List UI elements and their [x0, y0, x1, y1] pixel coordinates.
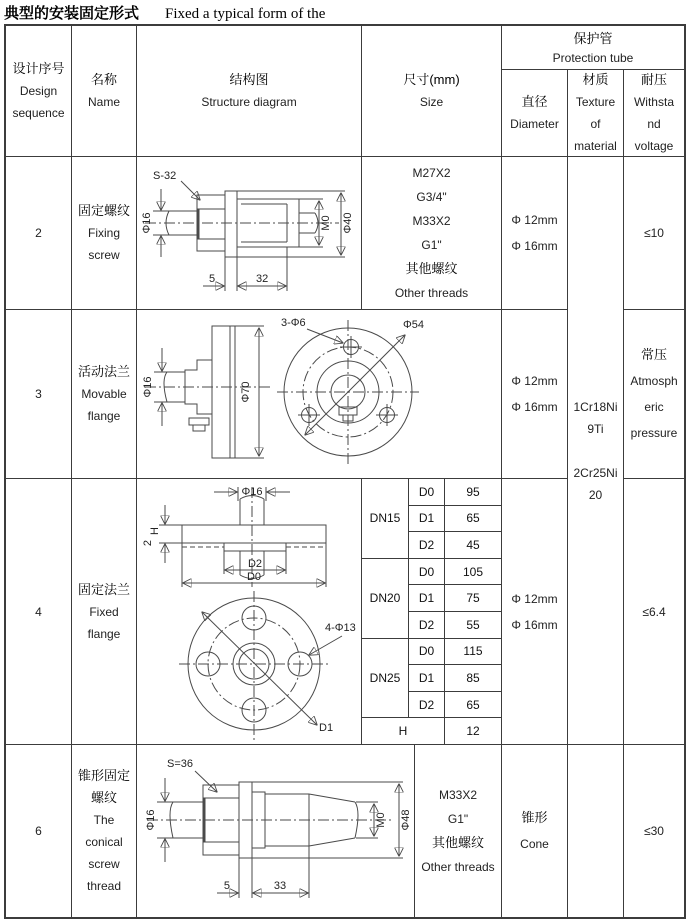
- dim-label-s32: S-32: [153, 170, 177, 182]
- row6-name-en1: The: [93, 813, 115, 827]
- fixed-flange-drawing: [137, 479, 361, 744]
- header-diameter-en: Diameter: [510, 117, 559, 131]
- dn25-d0-val: 115: [445, 639, 501, 665]
- row2-name-en2: screw: [88, 248, 120, 262]
- row6-seq: [6, 745, 71, 917]
- dn15-cell: DN15: [362, 479, 408, 558]
- dn15-d1-key: D1: [409, 506, 444, 532]
- dim-label-phi16: Φ16: [142, 376, 154, 398]
- header-design-sequence: [6, 26, 71, 156]
- dn25-cell: DN25: [362, 639, 408, 718]
- page-title: [4, 2, 325, 23]
- row3-dia-line1: Φ 12mm: [511, 374, 558, 388]
- header-diameter: [502, 70, 567, 156]
- row3-name-en2: flange: [87, 409, 121, 423]
- material-merged-cell: [568, 157, 623, 744]
- row4-name-en1: Fixed: [89, 604, 119, 619]
- row2-name-zh: 固定螺纹: [77, 203, 130, 218]
- row6-size-line3: 其他螺纹: [431, 835, 484, 850]
- dim-label-m0: M0: [375, 812, 387, 828]
- row3-name-en1: Movable: [81, 387, 127, 401]
- header-protection-en: Protection tube: [552, 50, 634, 65]
- dn25-d2-val: 65: [445, 692, 501, 718]
- row6-withstand: [624, 745, 684, 917]
- dim-label-phi16: Φ16: [145, 809, 157, 831]
- header-material-zh: 材质: [582, 72, 609, 87]
- header-design-en1: Design: [19, 84, 58, 98]
- row2-size-line5: 其他螺纹: [405, 261, 458, 276]
- dim-label-d1: D1: [319, 722, 334, 734]
- row2-withstand: [624, 157, 684, 309]
- row2-size-line6: Other threads: [394, 286, 469, 300]
- row6-size-line2: G1": [447, 812, 469, 826]
- dn15-d0-val: 95: [445, 479, 501, 505]
- row3-withstand-en2: eric: [644, 400, 664, 414]
- row3-seq: [6, 310, 71, 478]
- row4-diameter: [502, 479, 567, 744]
- dn20-d1-key: D1: [409, 585, 444, 611]
- row3-withstand-en1: Atmosph: [630, 374, 678, 388]
- row4-seq-value: 4: [35, 604, 42, 619]
- dn15-d2-key: D2: [409, 532, 444, 558]
- row4-size-table: [362, 479, 501, 744]
- row2-name: [72, 157, 136, 309]
- row3-diameter: [502, 310, 567, 478]
- dn20-d0-key: D0: [409, 559, 444, 585]
- main-table: [4, 24, 686, 919]
- dn15-d0-key: D0: [409, 479, 444, 505]
- row6-size: [415, 745, 501, 917]
- row2-size-line3: M33X2: [412, 214, 451, 228]
- dim-label-2: 2: [142, 539, 154, 547]
- row2-seq-value: 2: [35, 226, 42, 240]
- dim-label-phi16: Φ16: [141, 212, 153, 234]
- dn25-d2-key: D2: [409, 692, 444, 718]
- row6-name-zh1: 锥形固定: [77, 768, 130, 783]
- row4-name-zh: 固定法兰: [77, 581, 130, 597]
- dn20-d0-val: 105: [445, 559, 501, 585]
- h-key-cell: H: [362, 718, 444, 744]
- row3-name-zh: 活动法兰: [77, 364, 130, 379]
- header-structure-en: Structure diagram: [201, 95, 297, 109]
- row2-dia-line1: Φ 12mm: [511, 213, 558, 227]
- row2-size: [362, 157, 501, 309]
- row2-size-line1: M27X2: [412, 166, 451, 180]
- row6-name-en2: conical: [85, 835, 123, 849]
- row6-name-en4: thread: [86, 879, 122, 893]
- row6-size-line4: Other threads: [421, 860, 495, 874]
- dim-label-phi70: Φ70: [240, 381, 252, 403]
- row3-seq-value: 3: [35, 387, 42, 401]
- row6-size-line1: M33X2: [438, 788, 478, 802]
- dim-label-33: 33: [273, 880, 287, 892]
- dn20-d1-val: 75: [445, 585, 501, 611]
- row6-name-en3: screw: [88, 857, 120, 871]
- header-size-en: Size: [419, 95, 444, 109]
- row2-size-line4: G1": [421, 238, 442, 252]
- header-size: [362, 26, 501, 156]
- row3-withstand-zh: 常压: [640, 347, 667, 362]
- header-diameter-zh: 直径: [521, 94, 548, 109]
- dim-label-3phi6: 3-Φ6: [281, 317, 306, 329]
- dim-label-d2: D2: [247, 558, 263, 570]
- row2-seq: [6, 157, 71, 309]
- dim-label-phi54: Φ54: [403, 319, 425, 331]
- header-withstand-zh: 耐压: [640, 72, 667, 87]
- row4-withstand-value: ≤6.4: [642, 604, 666, 619]
- dn25-d1-key: D1: [409, 665, 444, 691]
- dim-label-4phi13: 4-Φ13: [325, 622, 356, 634]
- row4-seq: [6, 479, 71, 744]
- dim-label-32: 32: [256, 273, 269, 285]
- dn20-d2-key: D2: [409, 612, 444, 638]
- dim-label-5: 5: [223, 880, 230, 892]
- header-withstand-en3: voltage: [634, 139, 674, 153]
- row6-material-empty: [568, 745, 623, 917]
- header-withstand-en1: Withsta: [633, 95, 674, 109]
- conical-screw-drawing: [137, 745, 414, 917]
- row4-dia-line1: Φ 12mm: [511, 591, 558, 606]
- row4-withstand: [624, 479, 684, 744]
- header-material-en3: material: [574, 139, 617, 153]
- material-line4: 20: [588, 487, 603, 502]
- dn20-d2-val: 55: [445, 612, 501, 638]
- row2-size-line2: G3/4": [416, 190, 447, 204]
- header-name-zh: 名称: [90, 72, 117, 87]
- material-line1: 1Cr18Ni: [573, 399, 618, 414]
- header-protection-zh: 保护管: [573, 30, 613, 46]
- row6-dia-en: Cone: [520, 837, 549, 851]
- row3-name: [72, 310, 136, 478]
- row6-structure-diagram: [137, 745, 414, 917]
- row6-diameter: [502, 745, 567, 917]
- dn-size-table: [362, 479, 501, 744]
- dim-label-h: H: [149, 527, 161, 535]
- header-material: [568, 70, 623, 156]
- dn15-d2-val: 45: [445, 532, 501, 558]
- material-line3: 2Cr25Ni: [573, 465, 618, 480]
- dn15-d1-val: 65: [445, 506, 501, 532]
- fixing-screw-drawing: [137, 157, 361, 309]
- dim-label-s36: S=36: [167, 758, 193, 770]
- h-val-cell: 12: [445, 718, 501, 744]
- dim-label-m0: M0: [320, 215, 332, 231]
- row2-name-en1: Fixing: [87, 226, 120, 240]
- row4-structure-diagram: [137, 479, 361, 744]
- dn20-cell: DN20: [362, 559, 408, 638]
- dim-label-5: 5: [209, 273, 216, 285]
- header-structure-zh: 结构图: [229, 72, 269, 87]
- row6-name-zh2: 螺纹: [90, 790, 117, 805]
- header-material-en2: of: [590, 117, 601, 131]
- header-withstand-voltage: [624, 70, 684, 156]
- row2-withstand-value: ≤10: [644, 226, 664, 240]
- dim-label-phi48: Φ48: [400, 809, 412, 831]
- dim-label-phi16: Φ16: [241, 486, 263, 498]
- row2-structure-diagram: [137, 157, 361, 309]
- material-line2: 9Ti: [587, 421, 604, 436]
- title-chinese: 典型的安装固定形式: [4, 5, 140, 22]
- header-withstand-en2: nd: [647, 117, 661, 131]
- row6-withstand-value: ≤30: [644, 824, 664, 838]
- movable-flange-drawing: [137, 310, 501, 478]
- row3-dia-line2: Φ 16mm: [511, 400, 558, 414]
- header-structure-diagram: [137, 26, 361, 156]
- header-name-en: Name: [87, 95, 120, 109]
- row3-structure-diagram: [137, 310, 501, 478]
- header-name: [72, 26, 136, 156]
- row4-name-en2: flange: [87, 626, 121, 641]
- title-english: Fixed a typical form of the: [165, 6, 326, 22]
- row4-dia-line2: Φ 16mm: [511, 617, 558, 632]
- header-size-zh: 尺寸(mm): [403, 72, 460, 87]
- dn25-d0-key: D0: [409, 639, 444, 665]
- header-design-zh: 设计序号: [12, 61, 65, 76]
- row3-withstand-en3: pressure: [630, 426, 678, 440]
- dn25-d1-val: 85: [445, 665, 501, 691]
- row2-diameter: [502, 157, 567, 309]
- row6-dia-zh: 锥形: [521, 810, 548, 825]
- row6-name: [72, 745, 136, 917]
- dim-label-phi40: Φ40: [342, 212, 354, 234]
- row2-dia-line2: Φ 16mm: [511, 239, 558, 253]
- header-design-en2: sequence: [12, 106, 65, 120]
- row4-name: [72, 479, 136, 744]
- dim-label-d0: D0: [246, 571, 262, 583]
- header-material-en1: Texture: [575, 95, 616, 109]
- header-protection-tube: [502, 26, 684, 69]
- row6-seq-value: 6: [35, 824, 42, 838]
- row3-withstand: [624, 310, 684, 478]
